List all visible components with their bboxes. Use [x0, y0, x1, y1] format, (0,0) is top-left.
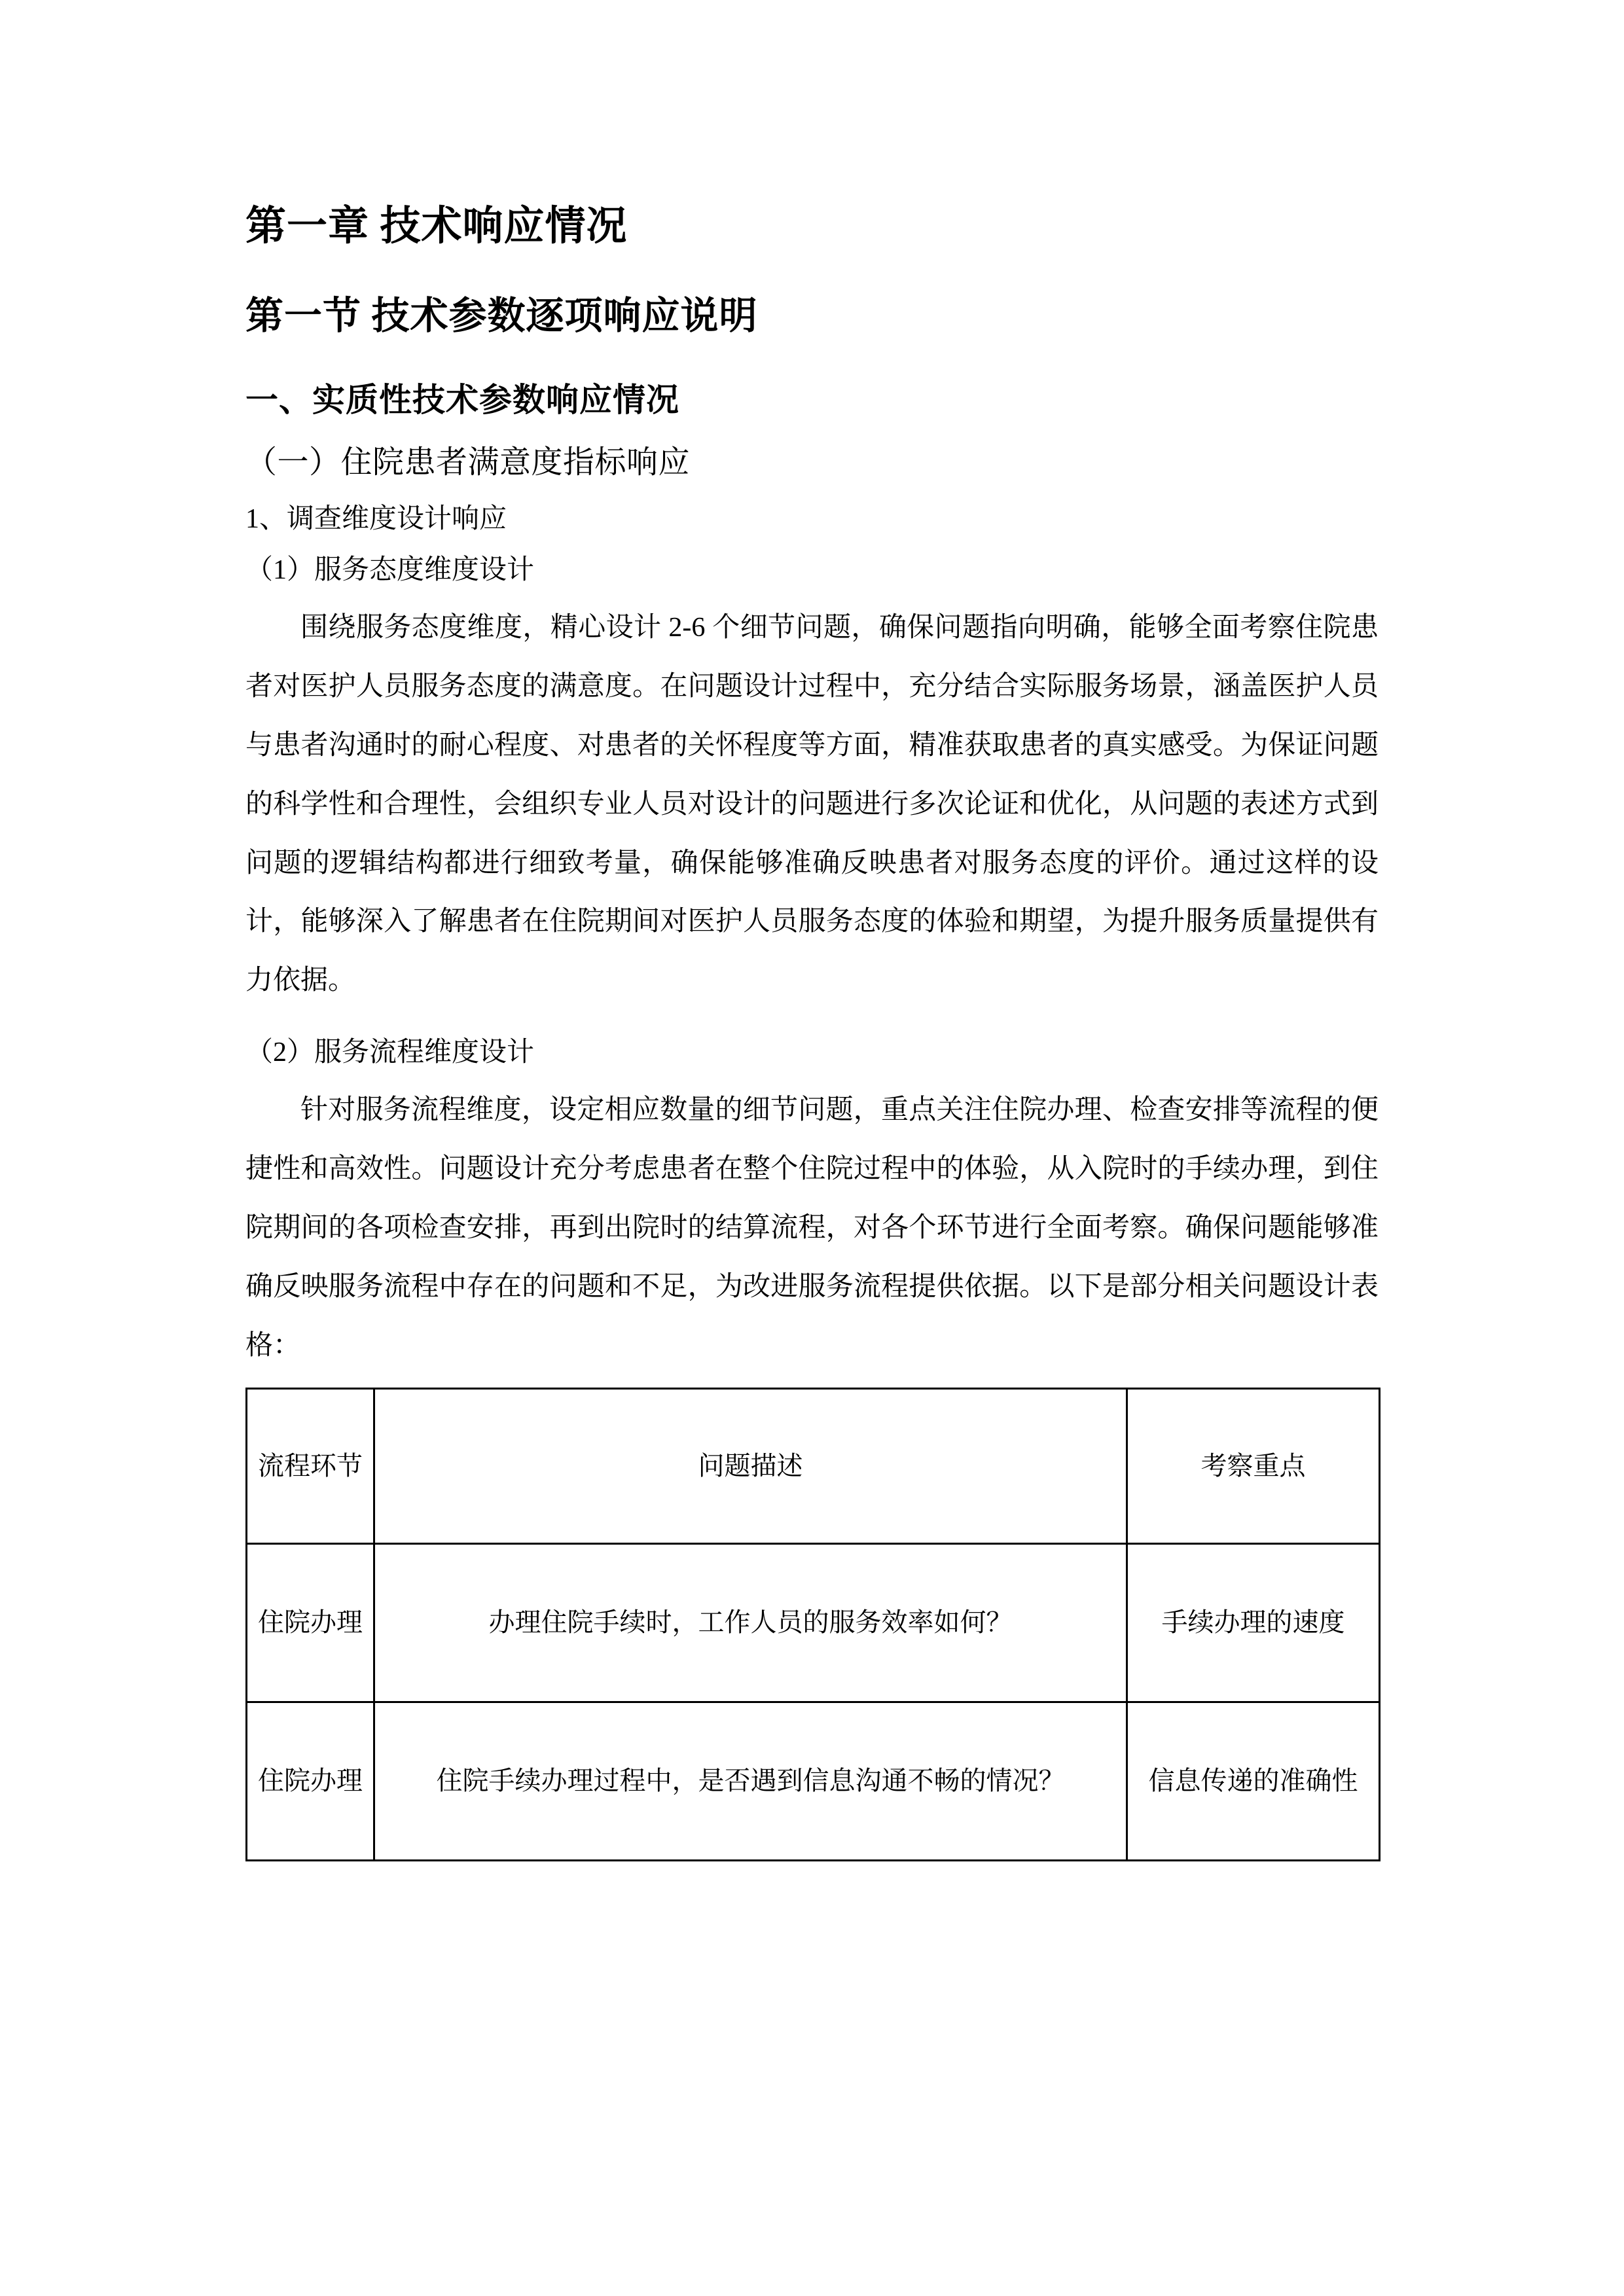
sub-heading: （一）住院患者满意度指标响应	[245, 445, 691, 480]
table-header-description: 问题描述	[374, 1388, 1127, 1543]
table-row	[247, 1702, 1380, 1860]
table-cell-description: 办理住院手续时，工作人员的服务效率如何？	[374, 1543, 1127, 1702]
section-heading: 第一节 技术参数逐项响应说明	[245, 295, 758, 337]
sub-label-1: （1）服务态度维度设计	[245, 555, 535, 586]
chapter-heading: 第一章 技术响应情况	[245, 204, 628, 249]
item-heading: 一、实质性技术参数响应情况	[245, 382, 679, 418]
question-design-table	[245, 1388, 1380, 1861]
paragraph-2: 针对服务流程维度，设定相应数量的细节问题，重点关注住院办理、检查安排等流程的便捷性和高效性。问题设计充分考虑患者在整个住院过程中的体验，从入院时的手续办理，到住院期间的各项检查安排，再到出院时的结算流程，对各个环节进行全面考察。确保问题能够准确反映服务流程中存在的问题和不足，为改进服务流程提供依据。以下是部分相关问题设计表格：	[245, 1095, 1379, 1361]
sub-label-2: （2）服务流程维度设计	[245, 1037, 535, 1068]
page-content	[245, 196, 1379, 1861]
table-cell-focus: 手续办理的速度	[1127, 1543, 1380, 1702]
table-cell-stage: 住院办理	[247, 1702, 374, 1860]
list-label-1: 1、调查维度设计响应	[245, 504, 507, 534]
table-header-row	[247, 1388, 1380, 1543]
table-header-stage: 流程环节	[247, 1388, 374, 1543]
table-header-focus: 考察重点	[1127, 1388, 1380, 1543]
paragraph-1: 围绕服务态度维度，精心设计 2-6 个细节问题，确保问题指向明确，能够全面考察住院患者对医护人员服务态度的满意度。在问题设计过程中，充分结合实际服务场景，涵盖医护人员与患者沟通时的耐心程度、对患者的关怀程度等方面，精准获取患者的真实感受。为保证问题的科学性和合理性，会组织专业人员对设计的问题进行多次论证和优化，从问题的表述方式到问题的逻辑结构都进行细致考量，确保能够准确反映患者对服务态度的评价。通过这样的设计，能够深入了解患者在住院期间对医护人员服务态度的体验和期望，为提升服务质量提供有力依据。	[245, 613, 1379, 996]
table-row	[247, 1543, 1380, 1702]
question-table-wrapper	[245, 1388, 1379, 1861]
table-cell-focus: 信息传递的准确性	[1127, 1702, 1380, 1860]
table-cell-description: 住院手续办理过程中，是否遇到信息沟通不畅的情况？	[374, 1702, 1127, 1860]
table-cell-stage: 住院办理	[247, 1543, 374, 1702]
